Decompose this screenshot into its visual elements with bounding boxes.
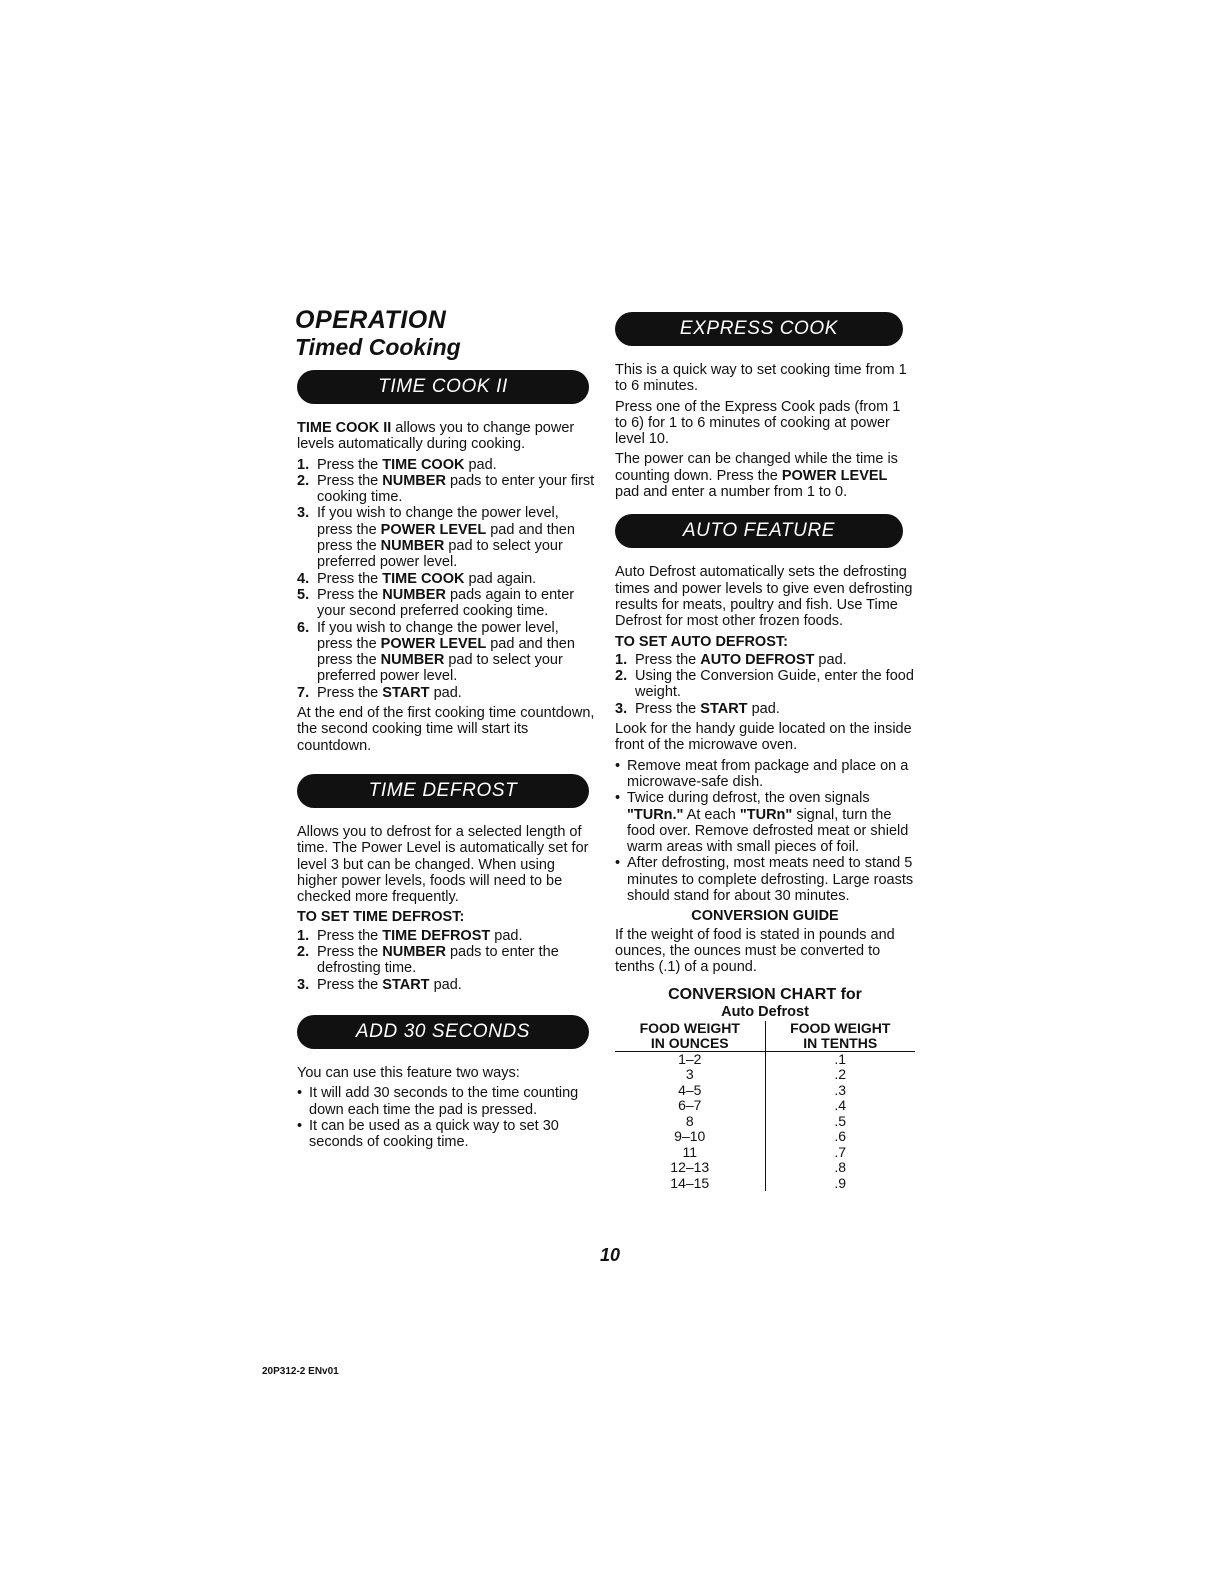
ounces-cell: 11: [615, 1145, 765, 1161]
express-cook-banner: EXPRESS COOK: [615, 312, 903, 346]
step-item: [297, 473, 597, 506]
table-row: [615, 1067, 915, 1083]
step-item: [297, 457, 597, 473]
add-30-intro: You can use this feature two ways:: [297, 1064, 520, 1081]
conversion-table: [615, 1021, 915, 1192]
bullet-icon: •: [615, 855, 621, 872]
table-row: [615, 1114, 915, 1130]
tenths-cell: .7: [834, 1143, 847, 1160]
step-number: 2.: [615, 668, 628, 685]
add-30-seconds-banner: ADD 30 SECONDS: [297, 1015, 589, 1049]
page-number: 10: [600, 1245, 621, 1265]
time-cook-steps: [297, 457, 597, 701]
express-p3: The power can be changed while the time is counting down. Press the POWER LEVEL pad and enter a number from 1 to 0.: [615, 451, 898, 501]
auto-subhead: TO SET AUTO DEFROST:: [615, 633, 788, 650]
ounces-cell: 6–7: [615, 1098, 765, 1114]
tenths-cell: .6: [834, 1128, 847, 1144]
step-text: If you wish to change the power level, press the POWER LEVEL pad and then press the NUMBER pad to select your preferred power level.: [317, 619, 575, 685]
conversion-chart-title: CONVERSION CHART for: [668, 985, 862, 1003]
step-item: [297, 977, 597, 993]
time-defrost-banner: TIME DEFROST: [297, 774, 589, 808]
step-item: [297, 620, 597, 685]
step-text: Press the START pad.: [317, 976, 462, 993]
express-p1: This is a quick way to set cooking time from 1 to 6 minutes.: [615, 362, 907, 395]
table-row: [615, 1083, 915, 1099]
auto-guide-note: Look for the handy guide located on the inside front of the microwave oven.: [615, 721, 912, 754]
step-text: Press the NUMBER pads to enter the defrosting time.: [317, 944, 559, 977]
step-number: 1.: [297, 927, 310, 944]
conversion-guide-text: If the weight of food is stated in pounds and ounces, the ounces must be converted to tenths (.1) of a pound.: [615, 926, 895, 976]
auto-steps: [615, 652, 915, 717]
step-number: 7.: [297, 684, 310, 701]
step-number: 2.: [297, 472, 310, 489]
bullet-text: Twice during defrost, the oven signals "TURn." At each "TURn" signal, turn the food over. Remove defrosted meat or shield warm areas with small pieces of foil.: [627, 790, 909, 856]
tenths-cell: .2: [834, 1066, 847, 1082]
tenths-cell: .9: [834, 1174, 847, 1191]
bullet-text: It will add 30 seconds to the time counting down each time the pad is pressed.: [309, 1085, 579, 1118]
tenths-cell: .4: [834, 1097, 847, 1113]
tenths-cell: .3: [834, 1081, 847, 1098]
add-30-bullets: [297, 1085, 597, 1150]
document-code: 20P312-2 ENv01: [262, 1366, 339, 1377]
col2-header-line1: FOOD WEIGHT: [790, 1019, 891, 1036]
step-text: Using the Conversion Guide, enter the food weight.: [635, 668, 914, 701]
step-number: 5.: [297, 586, 310, 603]
table-row: [615, 1176, 915, 1192]
step-text: Press the TIME COOK pad.: [317, 456, 497, 473]
auto-feature-banner: AUTO FEATURE: [615, 514, 903, 548]
step-item: [297, 587, 597, 620]
step-text: Press the START pad.: [317, 684, 462, 701]
time-cook-banner: TIME COOK II: [297, 370, 589, 404]
table-row: [615, 1160, 915, 1176]
table-row: [615, 1098, 915, 1114]
right-column: [615, 312, 915, 1191]
table-row: [615, 1129, 915, 1145]
bullet-item: [615, 758, 915, 791]
step-item: [297, 928, 597, 944]
ounces-cell: 12–13: [615, 1160, 765, 1176]
tenths-cell: .1: [834, 1050, 847, 1067]
step-number: 1.: [297, 456, 310, 473]
step-item: [297, 571, 597, 587]
bullet-icon: •: [297, 1085, 303, 1102]
section-title: OPERATION: [295, 306, 447, 334]
step-number: 1.: [615, 651, 628, 668]
ounces-cell: 8: [615, 1114, 765, 1130]
step-text: Press the NUMBER pads again to enter your second preferred cooking time.: [317, 586, 575, 620]
step-item: [297, 685, 597, 701]
bullet-icon: •: [297, 1117, 303, 1134]
step-text: If you wish to change the power level, press the POWER LEVEL pad and then press the NUMBER pad to select your preferred power level.: [317, 505, 575, 571]
bullet-item: [615, 790, 915, 855]
step-item: [297, 505, 597, 570]
auto-intro: Auto Defrost automatically sets the defrosting times and power levels to give even defrosting results for meats, poultry and fish. Use Time Defrost for most other frozen foods.: [615, 564, 913, 630]
step-item: [615, 652, 915, 668]
step-item: [615, 701, 915, 717]
step-number: 6.: [297, 619, 310, 636]
ounces-cell: 1–2: [615, 1051, 765, 1067]
auto-bullets: [615, 758, 915, 905]
section-subtitle: Timed Cooking: [295, 334, 461, 360]
step-number: 3.: [297, 976, 310, 993]
step-number: 2.: [297, 944, 310, 961]
conversion-guide-title: CONVERSION GUIDE: [691, 908, 839, 925]
bullet-text: Remove meat from package and place on a microwave-safe dish.: [627, 757, 909, 790]
bullet-text: It can be used as a quick way to set 30 seconds of cooking time.: [309, 1117, 559, 1151]
col2-header-line2: IN TENTHS: [765, 1036, 915, 1052]
step-text: Press the TIME DEFROST pad.: [317, 927, 523, 944]
express-p2: Press one of the Express Cook pads (from 1 to 6) for 1 to 6 minutes of cooking at power level 10.: [615, 398, 901, 448]
bullet-item: [615, 855, 915, 904]
ounces-cell: 9–10: [615, 1129, 765, 1145]
bullet-icon: •: [615, 757, 621, 774]
step-item: [615, 668, 915, 701]
bullet-item: [297, 1118, 597, 1151]
bullet-item: [297, 1085, 597, 1118]
step-number: 3.: [297, 505, 310, 522]
bullet-icon: •: [615, 790, 621, 807]
left-column: [297, 370, 597, 1154]
step-number: 3.: [615, 700, 628, 717]
ounces-cell: 3: [615, 1067, 765, 1083]
bullet-text: After defrosting, most meats need to stand 5 minutes to complete defrosting. Large roasts should stand for about 30 minutes.: [627, 855, 914, 905]
col1-header-line1: FOOD WEIGHT: [615, 1021, 765, 1036]
table-row: [615, 1145, 915, 1161]
ounces-cell: 4–5: [615, 1083, 765, 1099]
conversion-chart-subtitle: Auto Defrost: [721, 1003, 809, 1020]
ounces-cell: 14–15: [615, 1176, 765, 1192]
step-text: Press the TIME COOK pad again.: [317, 570, 537, 587]
step-item: [297, 944, 597, 977]
table-row: [615, 1051, 915, 1067]
col1-header-line2: IN OUNCES: [615, 1036, 765, 1052]
time-cook-intro: TIME COOK II allows you to change power levels automatically during cooking.: [297, 420, 575, 453]
time-defrost-steps: [297, 928, 597, 993]
tenths-cell: .8: [834, 1159, 847, 1175]
tenths-cell: .5: [834, 1112, 847, 1129]
time-cook-outro: At the end of the first cooking time countdown, the second cooking time will start its countdown.: [297, 705, 595, 754]
step-text: Press the AUTO DEFROST pad.: [635, 651, 847, 668]
step-text: Press the START pad.: [635, 700, 780, 717]
step-number: 4.: [297, 570, 310, 587]
step-text: Press the NUMBER pads to enter your first cooking time.: [317, 472, 595, 506]
time-defrost-subhead: TO SET TIME DEFROST:: [297, 909, 465, 926]
time-defrost-intro: Allows you to defrost for a selected length of time. The Power Level is automatically set for level 3 but can be changed. When using higher power levels, foods will need to be checked more frequently.: [297, 823, 589, 906]
